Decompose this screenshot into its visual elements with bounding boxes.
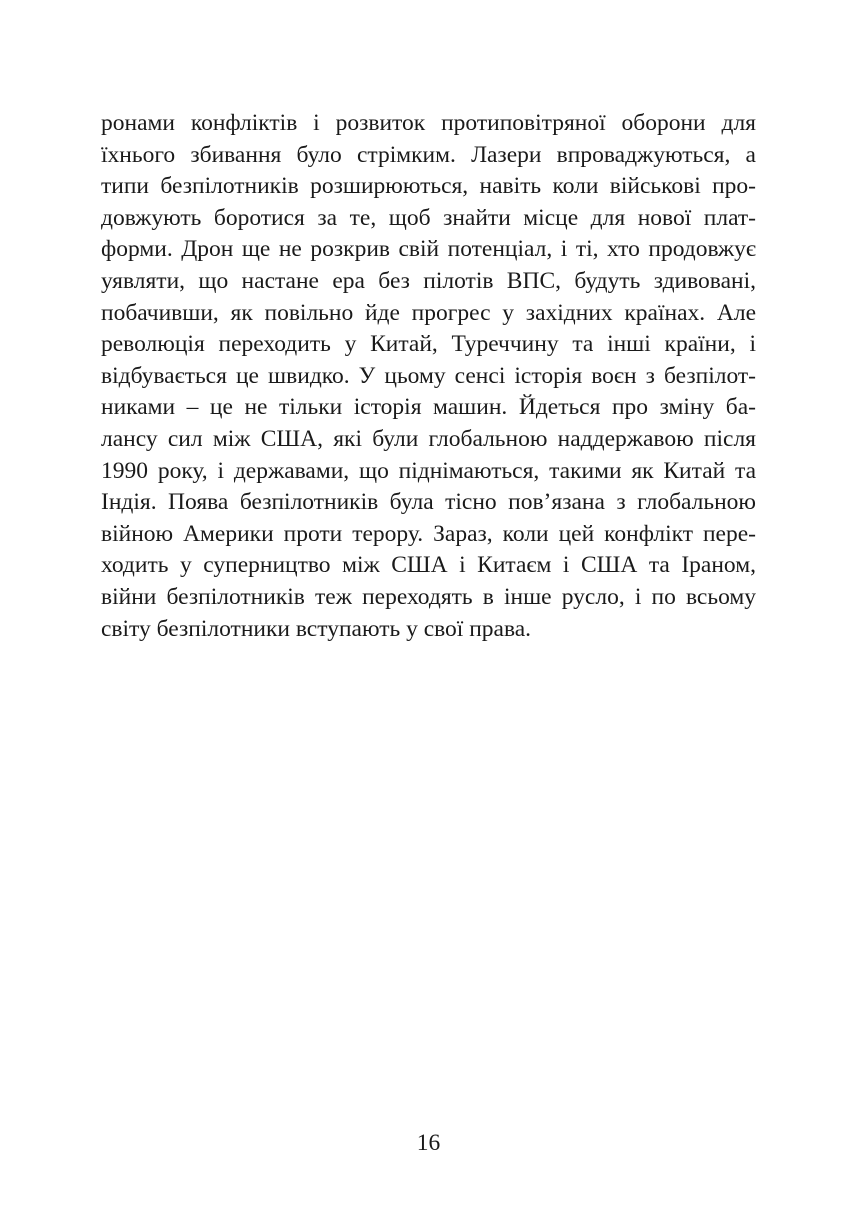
text-line: відбувається це швидко. У цьому сенсі історія воєн з безпілот-: [101, 362, 756, 389]
text-line: побачивши, як повільно йде прогрес у західних країнах. Але: [101, 299, 756, 326]
text-line: революція переходить у Китай, Туреччину та інші країни, і: [101, 331, 756, 358]
text-line: довжують боротися за те, щоб знайти місце для нової плат-: [101, 204, 756, 231]
text-line: їхнього збивання було стрімким. Лазери впроваджуються, а: [101, 141, 756, 168]
text-line: ходить у суперництво між США і Китаєм і США та Іраном,: [101, 552, 756, 579]
text-line: типи безпілотників розширюються, навіть коли військові про-: [101, 173, 756, 200]
body-paragraph: [101, 108, 756, 645]
text-line: війни безпілотників теж переходять в інше русло, і по всьому: [101, 583, 756, 610]
text-line: форми. Дрон ще не розкрив свій потенціал, і ті, хто продовжує: [101, 236, 756, 263]
text-line: уявляти, що настане ера без пілотів ВПС, будуть здивовані,: [101, 267, 756, 294]
text-line: Індія. Поява безпілотників була тісно пов’язана з глобальною: [101, 489, 756, 516]
text-line: ронами конфліктів і розвиток протиповітряної оборони для: [101, 110, 756, 136]
text-line: лансу сил між США, які були глобальною наддержавою після: [101, 425, 756, 452]
text-line: війною Америки проти терору. Зараз, коли цей конфлікт пере-: [101, 520, 756, 547]
text-line-last: світу безпілотники вступають у свої права.: [101, 615, 532, 642]
text-line: 1990 року, і державами, що піднімаються, такими як Китай та: [101, 457, 756, 484]
page-number: 16: [416, 1130, 441, 1156]
text-line: никами – це не тільки історія машин. Йдеться про зміну ба-: [101, 394, 756, 421]
